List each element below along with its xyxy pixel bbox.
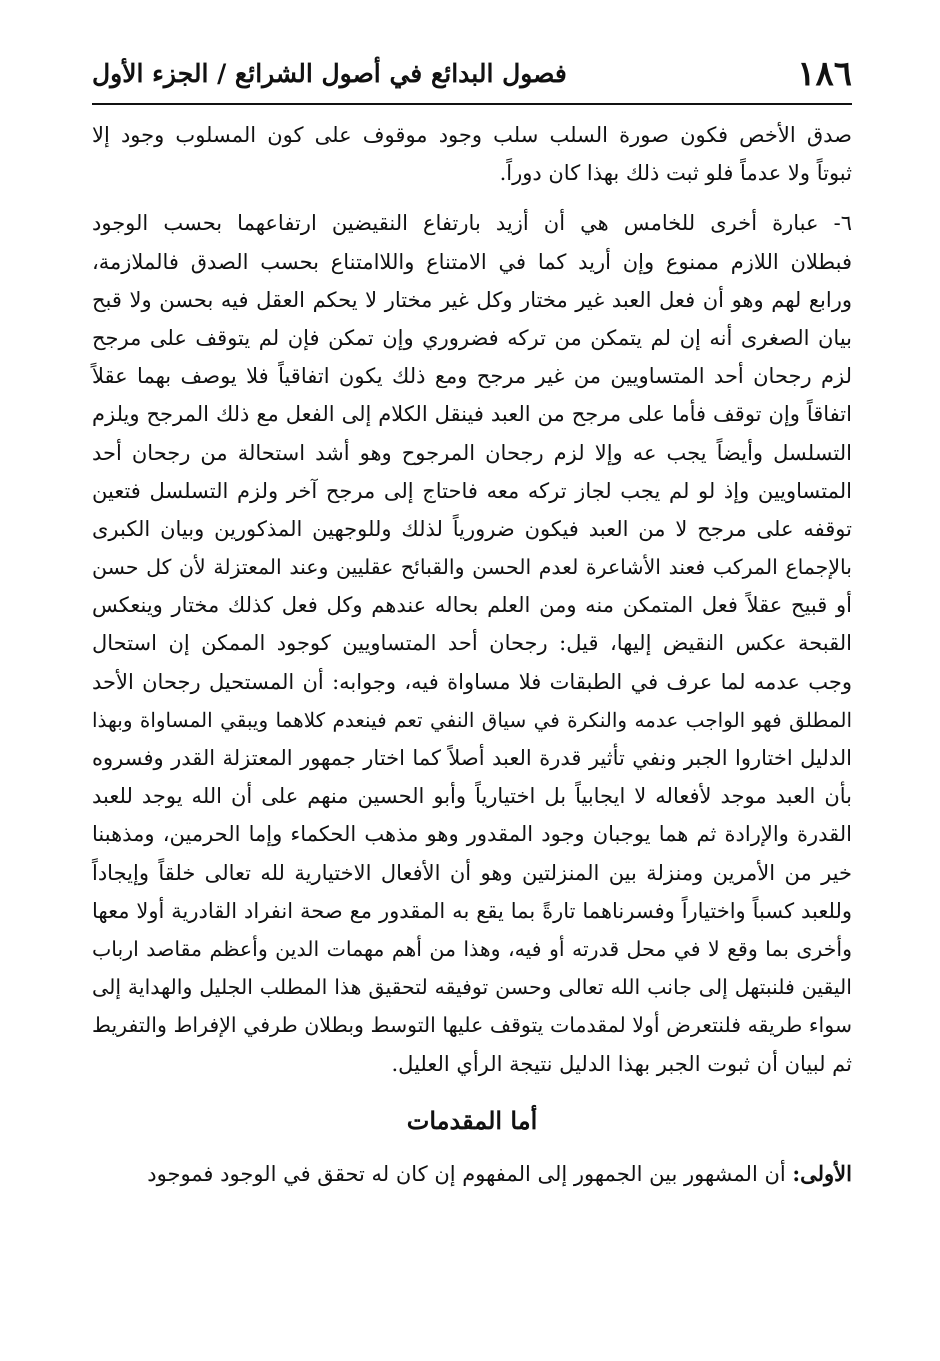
text-line: بيان الصغرى أنه إن لم يتمكن من تركه فضروري وإن تمكن فإن لم يتوقف على مرجح [92, 325, 852, 350]
text-line: التسلسل وأيضاً يجب عه وإلا لزم رجحان المرجوح وهو أشد استحالة من رجحان أحد [92, 440, 852, 465]
text-line: المطلق فهو الواجب عدمه والنكرة في سياق النفي تعم فينعدم كلاهما ويبقي المساواة وبهذا [92, 707, 852, 732]
text-line: سواء طريقه فلنتعرض أولا لمقدمات يتوقف عليها التوسط وبطلان طرفي الإفراط والتفريط [92, 1013, 852, 1038]
text-line: الدليل اختاروا الجبر ونفي تأثير قدرة العبد أصلاً كما اختار جمهور المعتزلة القدر وفسروه [92, 746, 852, 770]
body-text [92, 116, 852, 1193]
text-line: ٦- عبارة أخرى للخامس هي أن أزيد بارتفاع النقيضين ارتفاعهما بحسب الوجود [92, 211, 852, 236]
text-line: صدق الأخص فكون صورة السلب سلب وجود موقوف على كون المسلوب وجود إلا [92, 123, 852, 147]
text-line: لزم رجحان أحد المتساويين من غير مرجح ومع ذلك يكون اتفاقياً فلا يوصف بهما عقلاً [92, 364, 852, 389]
text-line: ثم لبيان أن ثبوت الجبر بهذا الدليل نتيجة الرأي العليل. [391, 1051, 852, 1076]
text-line: أو قبيح عقلاً فعل المتمكن منه ومن العلم بحاله عندهم وكل فعل كذلك مختار وينعكس [92, 593, 852, 618]
text-line: فبطلان اللازم ممنوع وإن أريد كما في الامتناع واللاامتناع بحسب الصدق فالملازمة، [92, 249, 852, 274]
paragraph-lead: الأولى: [792, 1160, 852, 1186]
text-line: اتفاقاً وإن توقف فأما على مرجح من العبد فينقل الكلام إلى الفعل مع ذلك المرجح ويلزم [92, 402, 852, 427]
text-line: وأخرى بما وقع لا في محل قدرته أو فيه، وهذا من أهم مهمات الدين وأعظم مقاصد ارباب [92, 936, 852, 961]
text-line: المتساويين وإذ لو لم يجب لجاز تركه معه فاحتاج إلى مرجح آخر ولزم التسلسل فتعين [92, 478, 852, 503]
paragraph-3 [92, 1155, 852, 1193]
section-heading: أما المقدمات [406, 1105, 538, 1135]
running-header [92, 44, 852, 102]
text-line: بالإجماع المركب فعند الأشاعرة لعدم الحسن والقبائح عقليين وعند المعتزلة لأن كل حسن [92, 555, 852, 580]
header-rule [92, 103, 852, 105]
text-line: خير من الأمرين ومنزلة بين المنزلتين وهو أن الأفعال الاختيارية لله تعالى خلقاً وإيجاداً [92, 860, 852, 885]
paragraph-2 [92, 204, 852, 1082]
text-line: ورابع لهم وهو أن فعل العبد غير مختار وكل غير مختار لا يحكم العقل فيه بحسن ولا قبح [92, 287, 852, 312]
text-line: بأن العبد موجد لأفعاله لا ايجابياً بل اختيارياً وأبو الحسين منهم على أن الله يوجد للعبد [92, 784, 852, 809]
text-line: القبحة عكس النقيض إليها، قيل: رجحان أحد المتساويين كوجود الممكن إن استحال [92, 631, 852, 656]
text-line: توقفه على مرجح لا من العبد فيكون ضرورياً لذلك وللوجهين المذكورين وبيان الكبرى [92, 516, 852, 541]
book-title: فصول البدائع في أصول الشرائع / الجزء الأول [92, 59, 567, 88]
text-line: وجب عدمه لما عرف في الطبقات فلا مساواة فيه، وجوابه: أن المستحيل رجحان الأحد [92, 669, 852, 694]
text-line: اليقين فلنبتهل إلى جانب الله تعالى وحسن توفيقه لتحقيق هذا المطلب الجليل والهداية إلى [92, 975, 852, 1000]
paragraph-1 [92, 116, 852, 192]
text-line: القدرة والإرادة ثم هما يوجبان وجود المقدور وهو مذهب الحكماء وإما الحرمين، ومذهبنا [92, 822, 852, 847]
page-number: ١٨٦ [797, 54, 852, 94]
text-line: وللعبد كسباً واختياراً وفسرناهما تارةً بما يقع به المقدور مع صحة انفراد القادرية أولا معها [92, 898, 852, 923]
text-line [92, 1155, 852, 1193]
text-line: ثبوتاً ولا عدماً فلو ثبت ذلك بهذا كان دوراً. [499, 161, 852, 186]
paragraph-text: أن المشهور بين الجمهور إلى المفهوم إن كان له تحقق في الوجود فموجود [147, 1161, 793, 1186]
paragraph-gap [92, 192, 852, 204]
